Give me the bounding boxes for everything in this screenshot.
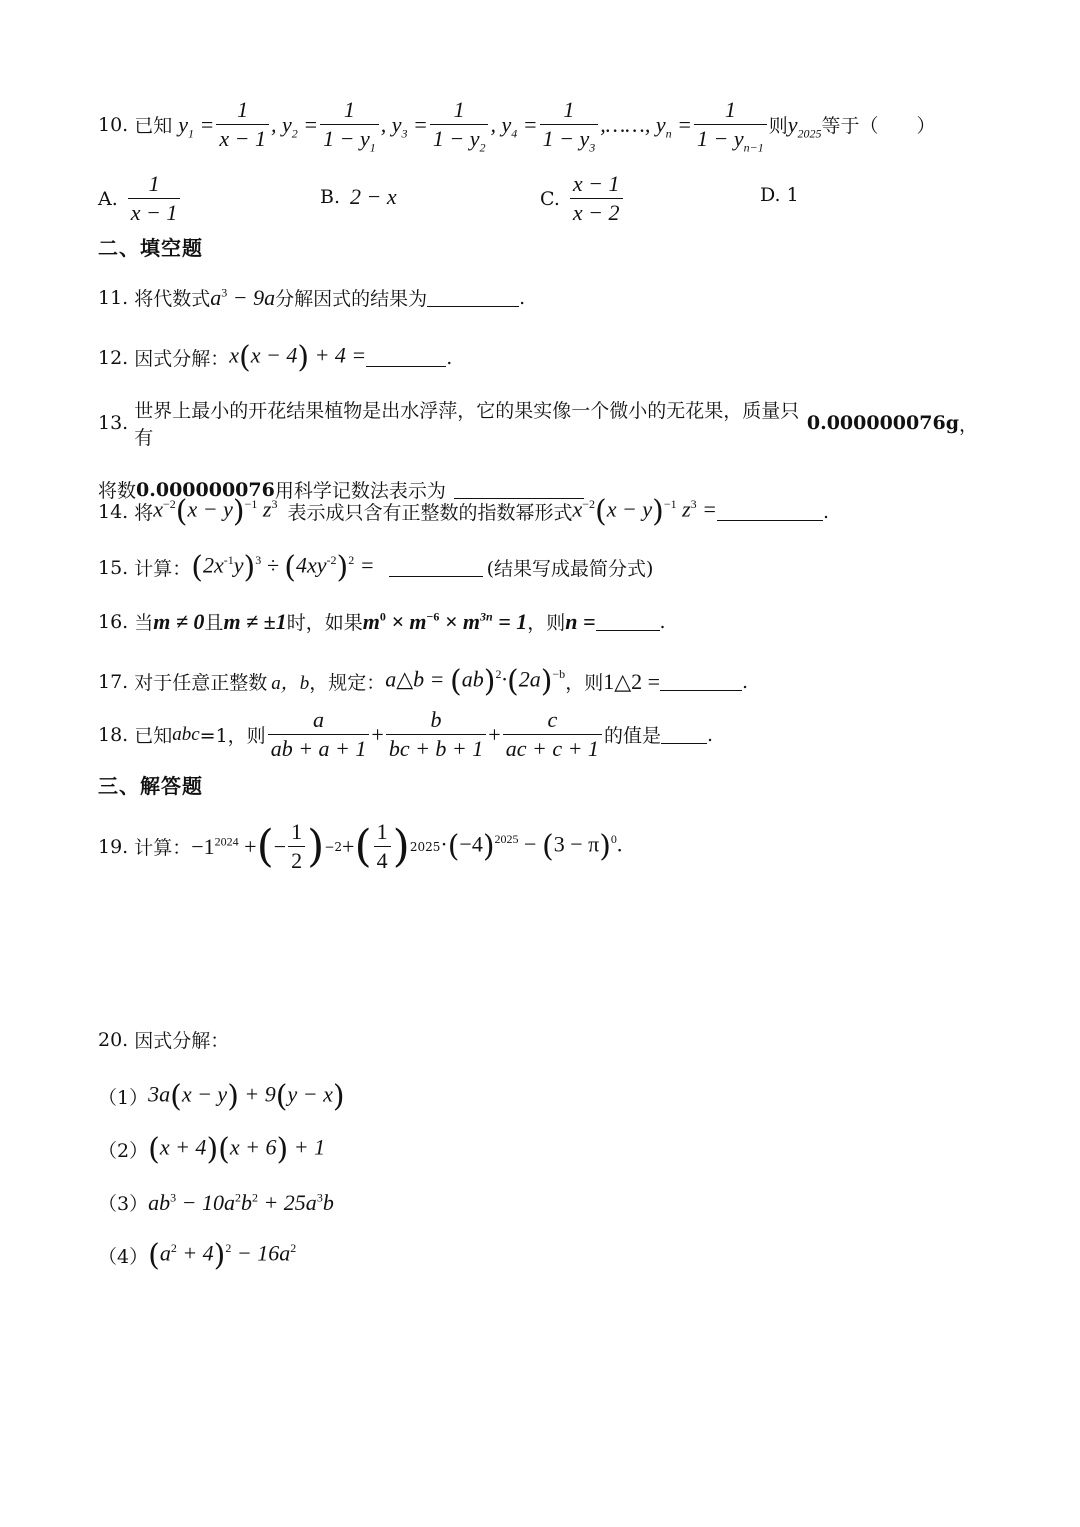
answer-blank[interactable]: [389, 558, 483, 577]
question-lead: 已知: [134, 115, 173, 137]
question-10: 10. 已知 $y_1$ = $\frac{1}{x - 1}$ , $y_2$ = $\frac{1}{1 - y_1}$ , $y_3$ = $\frac{1}{1 - y_2}$ , $y_4$ = $\frac{1}{1 - y_3}$ ,……, $y_n$ = $\frac{1}{1 - y_{n-1}}$ 则 $y_{2025}$ 等于（ ）: [98, 97, 936, 155]
sub-question-4: （4） $(a^2 + 4)^2 - 16a^2$: [98, 1238, 297, 1273]
option-a: A. $\frac{1}{x - 1}$: [98, 170, 182, 227]
section-heading-fill-in: 二、填空题: [98, 236, 203, 260]
question-11: 11. 将代数式 $a^3 - 9a$ 分解因式的结果为 .: [98, 284, 526, 310]
option-d: D. 1: [760, 184, 799, 206]
option-b: B. 2 − x: [320, 184, 397, 209]
answer-blank[interactable]: [660, 672, 742, 691]
answer-blank[interactable]: [427, 288, 519, 307]
question-15: 15. 计算： $(2x^{-1}y)^3 \div (4xy^{-2})^2$ = (结果写成最简分式): [98, 550, 654, 585]
answer-blank[interactable]: [717, 502, 823, 521]
question-17: 17. 对于任意正整数 a，b ，规定： a△b = $(ab)^2\cdot(2a)^{-b}$ ，则 1△2 = .: [98, 664, 749, 699]
sub-question-2: （2） (x + 4)(x + 6) + 1: [98, 1132, 326, 1167]
question-13: 13. 世界上最小的开花结果植物是出水浮萍，它的果实像一个微小的无花果，质量只有 0.000000076g ， 将数 0.000000076 用科学记数法表示为: [98, 400, 978, 502]
option-c: C. $\frac{x - 1}{x - 2}$: [540, 170, 625, 227]
question-number: 10.: [98, 113, 129, 136]
answer-blank[interactable]: [596, 612, 660, 631]
answer-blank[interactable]: [366, 348, 446, 367]
section-heading-solve: 三、解答题: [98, 774, 203, 798]
question-19: 19. 计算： $-1^{2024}$ + ( − $\frac{1}{2}$ ) −2 + ( $\frac{1}{4}$ ) 2025 $\cdot(-4)^{2025} - (3 - \pi)^0$.: [98, 819, 623, 873]
question-18: 18. 已知 abc =1，则 $\frac{a}{ab + a + 1}$ + $\frac{b}{bc + b + 1}$ + $\frac{c}{ac + c + 1}$ 的值是 .: [98, 707, 713, 761]
sub-question-3: （3） $ab^3 - 10a^2b^2 + 25a^3b$: [98, 1189, 334, 1215]
question-12: 12. 因式分解： x(x − 4) + 4 = .: [98, 340, 453, 375]
sub-question-1: （1） 3a(x − y) + 9(y − x): [98, 1079, 345, 1114]
question-14: 14. 将 $x^{-2}(x - y)^{-1}$ $z^3$ 表示成只含有正整数的指数幂形式 $x^{-2}(x - y)^{-1}$ $z^3$ = .: [98, 494, 830, 529]
answer-blank[interactable]: [661, 725, 707, 744]
question-16: 16. 当 m ≠ 0 且 m ≠ ±1 时，如果 $m^0 \times m^{-6} \times m^{3n} = 1$ ，则 n = .: [98, 608, 666, 634]
question-20: 20. 因式分解： （1） 3a(x − y) + 9(y − x) （2） (x + 4)(x + 6) + 1 （3） $ab^3 - 10a^2b^2 + 25a^3b$ （4） $(a^2 + 4)^2 - 16a^2$: [98, 1028, 345, 1273]
